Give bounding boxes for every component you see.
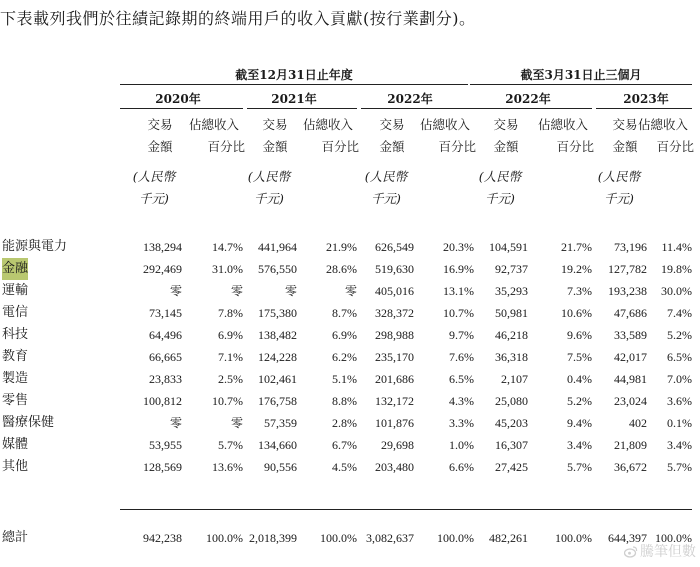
total-amount-cell: 2,018,399 xyxy=(249,531,297,545)
year-label: 2023年 xyxy=(623,92,669,106)
amount-cell: 27,425 xyxy=(495,460,528,474)
percent-cell: 3.6% xyxy=(667,394,692,408)
amount-header-line2: 金額 xyxy=(493,139,519,154)
table-row xyxy=(0,280,700,302)
amount-cell: 73,145 xyxy=(149,306,182,320)
total-percent-cell: 100.0% xyxy=(437,531,474,545)
amount-cell: 134,660 xyxy=(258,438,297,452)
row-label: 其他 xyxy=(2,459,29,474)
row-label: 製造 xyxy=(2,371,29,386)
amount-cell: 73,196 xyxy=(614,240,647,254)
amount-cell: 405,016 xyxy=(375,284,414,298)
row-label: 金融 xyxy=(2,258,28,280)
pct-header-line1: 佔總收入 xyxy=(637,117,688,132)
amount-cell: 零 xyxy=(284,284,297,298)
row-label: 醫療保健 xyxy=(2,415,55,430)
amount-cell: 328,372 xyxy=(375,306,414,320)
amount-cell: 626,549 xyxy=(375,240,414,254)
percent-cell: 零 xyxy=(230,416,243,430)
group-header-quarter: 截至3月31日止三個月 xyxy=(520,68,642,82)
percent-cell: 14.7% xyxy=(212,240,243,254)
year-label: 2022年 xyxy=(505,92,551,106)
pct-header-line1: 佔總收入 xyxy=(537,117,588,132)
pct-header-line1: 佔總收入 xyxy=(188,117,239,132)
amount-cell: 57,359 xyxy=(264,416,297,430)
percent-cell: 21.9% xyxy=(326,240,357,254)
percent-cell: 13.1% xyxy=(443,284,474,298)
amount-cell: 576,550 xyxy=(258,262,297,276)
amount-header-line1: 交易 xyxy=(147,117,173,132)
intro-text: 下表載列我們於往績記錄期的終端用戶的收入貢獻(按行業劃分)。 xyxy=(0,9,476,28)
percent-cell: 16.9% xyxy=(443,262,474,276)
group-header-annual: 截至12月31日止年度 xyxy=(235,68,353,82)
total-row xyxy=(0,527,700,549)
row-label: 能源與電力 xyxy=(2,239,68,254)
percent-cell: 6.9% xyxy=(218,328,243,342)
percent-cell: 9.4% xyxy=(567,416,592,430)
percent-cell: 7.6% xyxy=(449,350,474,364)
percent-cell: 3.4% xyxy=(567,438,592,452)
amount-cell: 102,461 xyxy=(258,372,297,386)
amount-cell: 2,107 xyxy=(501,372,528,386)
table-row xyxy=(0,302,700,324)
total-amount-cell: 942,238 xyxy=(143,531,182,545)
percent-cell: 7.4% xyxy=(667,306,692,320)
percent-cell: 6.9% xyxy=(332,328,357,342)
group-rule-quarter xyxy=(470,84,692,85)
year-rule xyxy=(361,108,474,109)
amount-cell: 46,218 xyxy=(495,328,528,342)
amount-cell: 100,812 xyxy=(143,394,182,408)
amount-cell: 21,809 xyxy=(614,438,647,452)
row-label: 電信 xyxy=(2,305,29,320)
amount-cell: 零 xyxy=(169,284,182,298)
year-rule xyxy=(120,108,243,109)
amount-cell: 519,630 xyxy=(375,262,414,276)
percent-cell: 6.2% xyxy=(332,350,357,364)
unit-line1: (人民幣 xyxy=(132,169,176,184)
amount-header-line2: 金額 xyxy=(612,139,638,154)
amount-cell: 201,686 xyxy=(375,372,414,386)
amount-header-line2: 金額 xyxy=(147,139,173,154)
amount-cell: 298,988 xyxy=(375,328,414,342)
percent-cell: 6.7% xyxy=(332,438,357,452)
percent-cell: 7.8% xyxy=(218,306,243,320)
percent-cell: 5.1% xyxy=(332,372,357,386)
pct-header-line2: 百分比 xyxy=(656,139,694,154)
percent-cell: 30.0% xyxy=(661,284,692,298)
amount-cell: 29,698 xyxy=(381,438,414,452)
amount-cell: 50,981 xyxy=(495,306,528,320)
amount-cell: 16,307 xyxy=(495,438,528,452)
table-row xyxy=(0,258,700,280)
amount-cell: 23,024 xyxy=(614,394,647,408)
percent-cell: 8.8% xyxy=(332,394,357,408)
amount-header-line2: 金額 xyxy=(262,139,288,154)
percent-cell: 9.6% xyxy=(567,328,592,342)
percent-cell: 7.3% xyxy=(567,284,592,298)
percent-cell: 2.8% xyxy=(332,416,357,430)
percent-cell: 7.0% xyxy=(667,372,692,386)
table-row xyxy=(0,236,700,258)
amount-header-line1: 交易 xyxy=(379,117,405,132)
table-row xyxy=(0,368,700,390)
year-label: 2021年 xyxy=(271,92,317,106)
percent-cell: 5.7% xyxy=(667,460,692,474)
percent-cell: 7.5% xyxy=(567,350,592,364)
table-row xyxy=(0,324,700,346)
amount-cell: 23,833 xyxy=(149,372,182,386)
pct-header-line2: 百分比 xyxy=(438,139,476,154)
amount-cell: 36,318 xyxy=(495,350,528,364)
row-label: 科技 xyxy=(2,327,29,342)
year-rule xyxy=(247,108,357,109)
amount-cell: 441,964 xyxy=(258,240,297,254)
percent-cell: 3.4% xyxy=(667,438,692,452)
amount-cell: 104,591 xyxy=(489,240,528,254)
table-row xyxy=(0,456,700,478)
amount-cell: 53,955 xyxy=(149,438,182,452)
amount-cell: 零 xyxy=(169,416,182,430)
watermark-text: 騰筆但數 xyxy=(640,544,696,560)
pct-header-line1: 佔總收入 xyxy=(419,117,470,132)
year-label: 2020年 xyxy=(155,92,201,106)
percent-cell: 10.7% xyxy=(443,306,474,320)
unit-line1: (人民幣 xyxy=(364,169,408,184)
amount-header-line1: 交易 xyxy=(262,117,288,132)
year-rule xyxy=(470,108,592,109)
pct-header-line2: 百分比 xyxy=(207,139,245,154)
percent-cell: 31.0% xyxy=(212,262,243,276)
percent-cell: 19.8% xyxy=(661,262,692,276)
group-rule-annual xyxy=(120,84,468,85)
percent-cell: 4.3% xyxy=(449,394,474,408)
amount-cell: 128,569 xyxy=(143,460,182,474)
amount-cell: 45,203 xyxy=(495,416,528,430)
unit-line1: (人民幣 xyxy=(597,169,641,184)
amount-cell: 64,496 xyxy=(149,328,182,342)
total-percent-cell: 100.0% xyxy=(206,531,243,545)
unit-line2: 千元) xyxy=(254,191,284,206)
amount-cell: 36,672 xyxy=(614,460,647,474)
amount-cell: 176,758 xyxy=(258,394,297,408)
unit-line2: 千元) xyxy=(604,191,634,206)
percent-cell: 9.7% xyxy=(449,328,474,342)
amount-cell: 66,665 xyxy=(149,350,182,364)
table-row xyxy=(0,346,700,368)
amount-cell: 138,294 xyxy=(143,240,182,254)
amount-cell: 127,782 xyxy=(608,262,647,276)
amount-cell: 292,469 xyxy=(143,262,182,276)
amount-header-line1: 交易 xyxy=(612,117,638,132)
total-percent-cell: 100.0% xyxy=(320,531,357,545)
amount-cell: 235,170 xyxy=(375,350,414,364)
percent-cell: 11.4% xyxy=(661,240,692,254)
pct-header-line2: 百分比 xyxy=(321,139,359,154)
total-top-rule xyxy=(120,509,692,510)
total-percent-cell: 100.0% xyxy=(655,531,692,545)
amount-cell: 175,380 xyxy=(258,306,297,320)
pct-header-line1: 佔總收入 xyxy=(302,117,353,132)
row-label: 零售 xyxy=(2,393,29,408)
row-label: 運輸 xyxy=(2,283,29,298)
unit-line2: 千元) xyxy=(485,191,515,206)
percent-cell: 零 xyxy=(344,284,357,298)
table-row xyxy=(0,412,700,434)
amount-cell: 193,238 xyxy=(608,284,647,298)
year-label: 2022年 xyxy=(387,92,433,106)
unit-line2: 千元) xyxy=(139,191,169,206)
amount-cell: 92,737 xyxy=(495,262,528,276)
percent-cell: 21.7% xyxy=(561,240,592,254)
percent-cell: 零 xyxy=(230,284,243,298)
total-amount-cell: 482,261 xyxy=(489,531,528,545)
percent-cell: 5.2% xyxy=(667,328,692,342)
watermark xyxy=(624,541,696,561)
percent-cell: 6.5% xyxy=(449,372,474,386)
amount-cell: 35,293 xyxy=(495,284,528,298)
percent-cell: 4.5% xyxy=(332,460,357,474)
table-row xyxy=(0,434,700,456)
total-amount-cell: 644,397 xyxy=(608,531,647,545)
percent-cell: 19.2% xyxy=(561,262,592,276)
amount-cell: 44,981 xyxy=(614,372,647,386)
percent-cell: 10.6% xyxy=(561,306,592,320)
amount-cell: 42,017 xyxy=(614,350,647,364)
amount-cell: 402 xyxy=(629,416,647,430)
table-row xyxy=(0,390,700,412)
amount-cell: 33,589 xyxy=(614,328,647,342)
amount-cell: 138,482 xyxy=(258,328,297,342)
amount-cell: 203,480 xyxy=(375,460,414,474)
unit-line1: (人民幣 xyxy=(478,169,522,184)
percent-cell: 5.7% xyxy=(567,460,592,474)
amount-header-line2: 金額 xyxy=(379,139,405,154)
unit-line2: 千元) xyxy=(371,191,401,206)
percent-cell: 6.6% xyxy=(449,460,474,474)
percent-cell: 8.7% xyxy=(332,306,357,320)
total-amount-cell: 3,082,637 xyxy=(366,531,414,545)
percent-cell: 0.4% xyxy=(567,372,592,386)
percent-cell: 2.5% xyxy=(218,372,243,386)
percent-cell: 7.1% xyxy=(218,350,243,364)
percent-cell: 10.7% xyxy=(212,394,243,408)
percent-cell: 13.6% xyxy=(212,460,243,474)
percent-cell: 20.3% xyxy=(443,240,474,254)
percent-cell: 1.0% xyxy=(449,438,474,452)
year-rule xyxy=(596,108,692,109)
total-label: 總計 xyxy=(2,530,29,545)
amount-cell: 25,080 xyxy=(495,394,528,408)
amount-cell: 124,228 xyxy=(258,350,297,364)
pct-header-line2: 百分比 xyxy=(556,139,594,154)
amount-cell: 90,556 xyxy=(264,460,297,474)
percent-cell: 28.6% xyxy=(326,262,357,276)
percent-cell: 5.2% xyxy=(567,394,592,408)
percent-cell: 5.7% xyxy=(218,438,243,452)
percent-cell: 3.3% xyxy=(449,416,474,430)
percent-cell: 0.1% xyxy=(667,416,692,430)
weibo-icon xyxy=(624,545,638,559)
row-label: 教育 xyxy=(2,349,29,364)
amount-header-line1: 交易 xyxy=(493,117,519,132)
amount-cell: 132,172 xyxy=(375,394,414,408)
percent-cell: 6.5% xyxy=(667,350,692,364)
row-label: 媒體 xyxy=(2,437,29,452)
total-percent-cell: 100.0% xyxy=(555,531,592,545)
amount-cell: 47,686 xyxy=(614,306,647,320)
unit-line1: (人民幣 xyxy=(247,169,291,184)
amount-cell: 101,876 xyxy=(375,416,414,430)
